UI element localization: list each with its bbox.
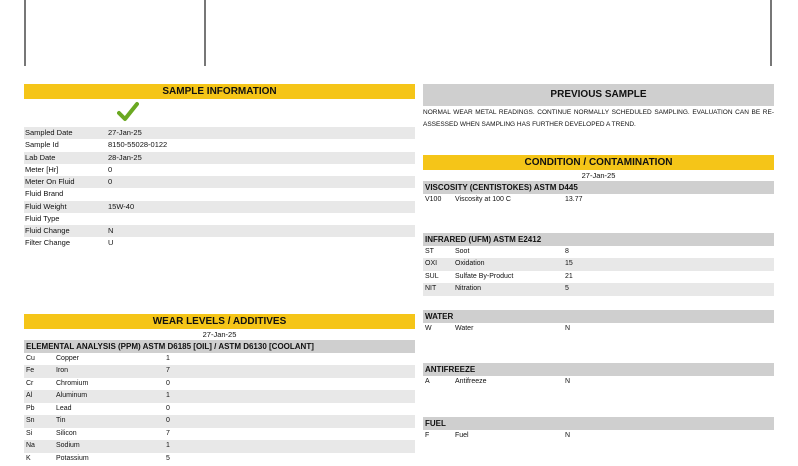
element-name: Lead <box>56 404 72 412</box>
element-name: Silicon <box>56 429 77 437</box>
test-value: N <box>565 378 571 385</box>
info-row <box>24 201 415 213</box>
table-row <box>423 430 774 443</box>
element-name: Sodium <box>56 442 80 449</box>
element-value: 0 <box>166 417 170 424</box>
table-row <box>423 376 774 389</box>
wear-levels-date: 27-Jan-25 <box>202 329 237 339</box>
info-value <box>108 213 218 225</box>
info-value: 27-Jan-25 <box>108 128 142 137</box>
wear-levels-title: WEAR LEVELS / ADDITIVES <box>24 314 415 329</box>
check-area <box>24 99 415 127</box>
info-row <box>24 213 415 225</box>
info-value: 0 <box>108 177 113 186</box>
element-code: Al <box>26 392 33 399</box>
element-name: Chromium <box>56 379 89 387</box>
test-name: Antifreeze <box>455 378 487 385</box>
table-row <box>423 258 774 271</box>
element-name: Tin <box>56 417 66 424</box>
test-name: Oxidation <box>455 260 485 267</box>
table-row <box>423 283 774 296</box>
elemental-analysis-header: ELEMENTAL ANALYSIS (PPM) ASTM D6185 [OIL] / ASTM D6130 [COOLANT] <box>24 340 415 353</box>
table-row <box>24 440 415 453</box>
previous-sample-text: NORMAL WEAR METAL READINGS. CONTINUE NORMALLY SCHEDULED SAMPLING. EVALUATION CAN BE RE-ASSESSED WHEN SAMPLING HAS FURTHER DEVELOPED A TREND. <box>423 109 774 128</box>
table-row <box>24 428 415 441</box>
info-value: 8150-55028-0122 <box>108 140 168 150</box>
info-row <box>24 127 415 139</box>
test-name: Water <box>455 324 474 332</box>
infrared-header: INFRARED (UFM) ASTM E2412 <box>423 233 774 246</box>
element-code: Fe <box>26 367 35 374</box>
test-code: A <box>425 378 430 385</box>
info-label: Lab Date <box>25 152 56 162</box>
checkmark-icon <box>117 101 139 123</box>
info-label: Fluid Weight <box>25 201 67 211</box>
element-code: K <box>26 454 31 462</box>
table-row <box>24 403 415 416</box>
table-row <box>423 194 774 207</box>
test-code: V100 <box>425 196 442 203</box>
test-value: N <box>565 324 571 332</box>
info-label: Meter [Hr] <box>25 164 59 174</box>
table-row <box>24 390 415 403</box>
info-label: Meter On Fluid <box>25 177 75 186</box>
table-row <box>423 323 774 336</box>
element-value: 0 <box>166 379 170 387</box>
table-row <box>24 453 415 466</box>
test-code: F <box>425 431 430 439</box>
test-value: 21 <box>565 272 573 280</box>
sample-information-title: SAMPLE INFORMATION <box>24 84 415 99</box>
test-value: 13.77 <box>565 196 583 203</box>
frame-line-right <box>770 0 772 66</box>
info-value: 0 <box>108 164 113 174</box>
element-code: Na <box>26 442 35 449</box>
sample-info-list <box>24 127 415 250</box>
element-value: 1 <box>166 392 170 399</box>
info-label: Filter Change <box>25 238 71 248</box>
element-value: 7 <box>166 429 170 437</box>
condition-date: 27-Jan-25 <box>581 171 616 180</box>
element-value: 0 <box>166 404 170 412</box>
element-code: Cu <box>26 354 35 362</box>
info-label: Fluid Type <box>25 213 60 223</box>
element-code: Pb <box>26 404 35 412</box>
test-value: 15 <box>565 260 573 267</box>
left-column <box>24 84 415 465</box>
element-value: 7 <box>166 367 170 374</box>
element-code: Cr <box>26 379 34 387</box>
info-row <box>24 225 415 237</box>
table-row <box>24 353 415 366</box>
frame-line-middle <box>204 0 206 66</box>
element-code: Si <box>26 429 33 437</box>
test-name: Soot <box>455 247 470 255</box>
test-code: ST <box>425 247 434 255</box>
test-name: Nitration <box>455 285 482 292</box>
info-label: Sample Id <box>25 140 59 150</box>
info-value: U <box>108 238 114 248</box>
elemental-list <box>24 353 415 466</box>
info-row <box>24 152 415 164</box>
info-row <box>24 188 415 200</box>
info-label: Fluid Change <box>25 226 70 235</box>
element-name: Iron <box>56 367 69 374</box>
water-header: WATER <box>423 310 774 323</box>
element-value: 5 <box>166 454 170 462</box>
previous-sample-title: PREVIOUS SAMPLE <box>423 84 774 106</box>
element-name: Aluminum <box>56 392 88 399</box>
right-column <box>423 84 774 442</box>
table-row <box>423 271 774 284</box>
element-name: Copper <box>56 354 79 362</box>
test-code: SUL <box>425 272 439 280</box>
info-row <box>24 176 415 188</box>
condition-title: CONDITION / CONTAMINATION <box>423 155 774 170</box>
test-value: 8 <box>565 247 569 255</box>
info-value: 28-Jan-25 <box>108 152 142 162</box>
test-value: N <box>565 431 571 439</box>
test-code: NIT <box>425 285 437 292</box>
info-row <box>24 237 415 249</box>
info-label: Fluid Brand <box>25 189 64 199</box>
test-name: Viscosity at 100 C <box>455 196 511 203</box>
test-code: OXI <box>425 260 438 267</box>
element-name: Potassium <box>56 454 89 462</box>
element-code: Sn <box>26 417 35 424</box>
test-code: W <box>425 324 432 332</box>
info-value: 15W-40 <box>108 201 135 211</box>
element-value: 1 <box>166 354 170 362</box>
info-row <box>24 164 415 176</box>
test-value: 5 <box>565 285 569 292</box>
info-row <box>24 139 415 151</box>
info-label: Sampled Date <box>25 128 73 137</box>
info-value: N <box>108 226 114 235</box>
table-row <box>423 246 774 259</box>
test-name: Sulfate By-Product <box>455 272 514 280</box>
frame-line-left <box>24 0 26 66</box>
table-row <box>24 415 415 428</box>
table-row <box>24 378 415 391</box>
viscosity-header: VISCOSITY (CENTISTOKES) ASTM D445 <box>423 181 774 194</box>
info-value <box>108 188 218 200</box>
element-value: 1 <box>166 442 170 449</box>
table-row <box>24 365 415 378</box>
test-name: Fuel <box>455 431 469 439</box>
fuel-header: FUEL <box>423 417 774 430</box>
antifreeze-header: ANTIFREEZE <box>423 363 774 376</box>
